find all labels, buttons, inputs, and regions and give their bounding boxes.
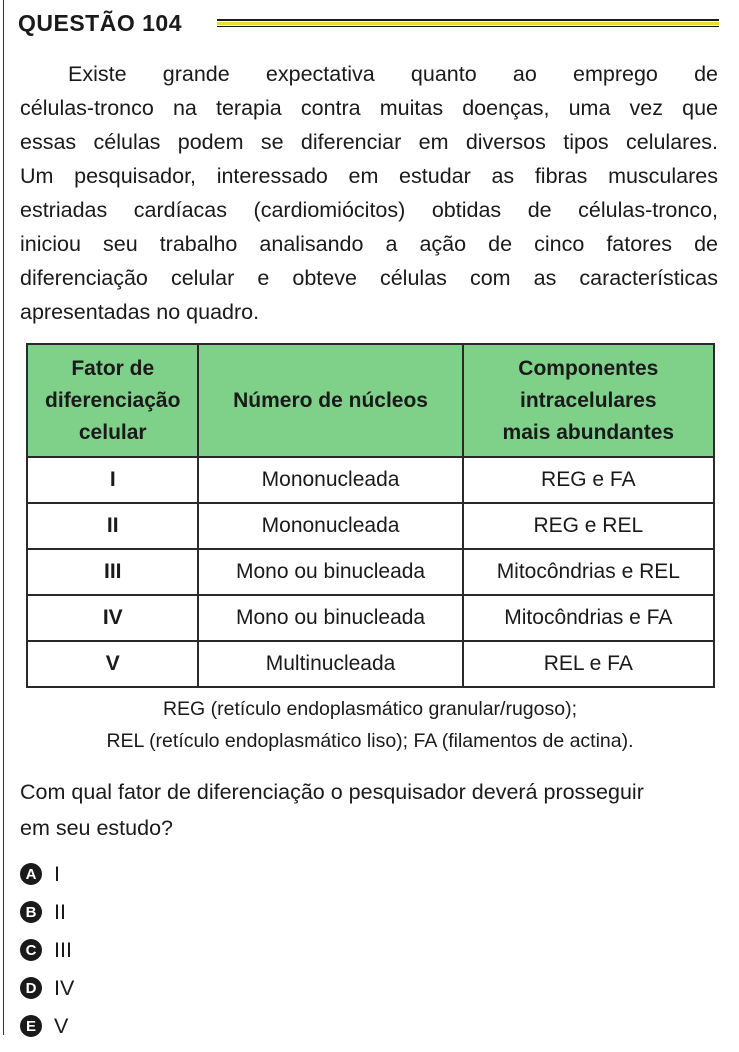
- statement-line: Um pesquisador, interessado em estudar as fibras musculares: [20, 164, 718, 188]
- statement-line: Existe grande expectativa quanto ao emprego de: [68, 62, 718, 86]
- differentiation-factors-table: [26, 343, 715, 688]
- nuclei-cell: Mono ou binucleada: [198, 595, 462, 641]
- question-statement: [20, 57, 718, 329]
- prompt-line: Com qual fator de diferenciação o pesquisador deverá prosseguir: [20, 780, 644, 804]
- header-text: Componentes: [518, 356, 659, 380]
- option-letter-badge: D: [20, 977, 42, 999]
- question-number: QUESTÃO 104: [18, 10, 182, 36]
- table-legend: [20, 693, 720, 757]
- statement-line: células-tronco na terapia contra muitas doenças, uma vez que: [20, 96, 718, 120]
- option-text: II: [54, 899, 66, 924]
- option-text: I: [54, 861, 60, 886]
- prompt-line: em seu estudo?: [20, 816, 173, 840]
- option-letter-badge: C: [20, 939, 42, 961]
- nuclei-cell: Mono ou binucleada: [198, 549, 462, 595]
- factor-cell: III: [27, 549, 198, 595]
- legend-line: REG (retículo endoplasmático granular/rugoso);: [162, 698, 578, 720]
- factor-cell: I: [27, 457, 198, 503]
- factor-cell: IV: [27, 595, 198, 641]
- option-letter-badge: B: [20, 901, 42, 923]
- option-c[interactable]: [20, 931, 74, 969]
- nuclei-cell: Multinucleada: [198, 641, 462, 687]
- question-header: [18, 8, 719, 38]
- header-factor: [27, 344, 198, 457]
- page-left-border: [3, 0, 4, 1035]
- option-letter-badge: A: [20, 863, 42, 885]
- title-divider: [217, 19, 719, 28]
- table-row: [27, 641, 714, 687]
- table-row: [27, 503, 714, 549]
- option-e[interactable]: [20, 1007, 74, 1045]
- header-text: mais abundantes: [502, 420, 675, 444]
- option-text: IV: [54, 975, 75, 1000]
- statement-line: apresentadas no quadro.: [20, 300, 260, 324]
- table-row: [27, 549, 714, 595]
- statement-line: iniciou seu trabalho analisando a ação de cinco fatores de: [20, 232, 718, 256]
- components-cell: REG e FA: [463, 457, 714, 503]
- table-row: [27, 457, 714, 503]
- statement-line: essas células podem se diferenciar em diversos tipos celulares.: [20, 130, 718, 154]
- legend-line: REL (retículo endoplasmático liso); FA (filamentos de actina).: [106, 730, 634, 752]
- option-b[interactable]: [20, 893, 74, 931]
- header-text: celular: [78, 420, 147, 444]
- nuclei-cell: Mononucleada: [198, 457, 462, 503]
- option-text: III: [54, 937, 72, 962]
- option-text: V: [54, 1013, 69, 1038]
- header-components: [463, 344, 714, 457]
- components-cell: Mitocôndrias e FA: [463, 595, 714, 641]
- table-row: [27, 595, 714, 641]
- option-letter-badge: E: [20, 1015, 42, 1037]
- header-text: diferenciação: [45, 388, 181, 412]
- answer-options: [20, 855, 74, 1045]
- statement-line: diferenciação celular e obteve células com as características: [20, 266, 718, 290]
- factor-cell: II: [27, 503, 198, 549]
- components-cell: REL e FA: [463, 641, 714, 687]
- header-text: Número de núcleos: [233, 388, 428, 412]
- header-text: Fator de: [71, 356, 155, 380]
- header-nuclei: [198, 344, 462, 457]
- statement-line: estriadas cardíacas (cardiomiócitos) obtidas de células-tronco,: [20, 198, 718, 222]
- option-d[interactable]: [20, 969, 74, 1007]
- factor-cell: V: [27, 641, 198, 687]
- nuclei-cell: Mononucleada: [198, 503, 462, 549]
- components-cell: Mitocôndrias e REL: [463, 549, 714, 595]
- table-header-row: [27, 344, 714, 457]
- option-a[interactable]: [20, 855, 74, 893]
- components-cell: REG e REL: [463, 503, 714, 549]
- question-prompt: [20, 774, 719, 846]
- header-text: intracelulares: [520, 388, 657, 412]
